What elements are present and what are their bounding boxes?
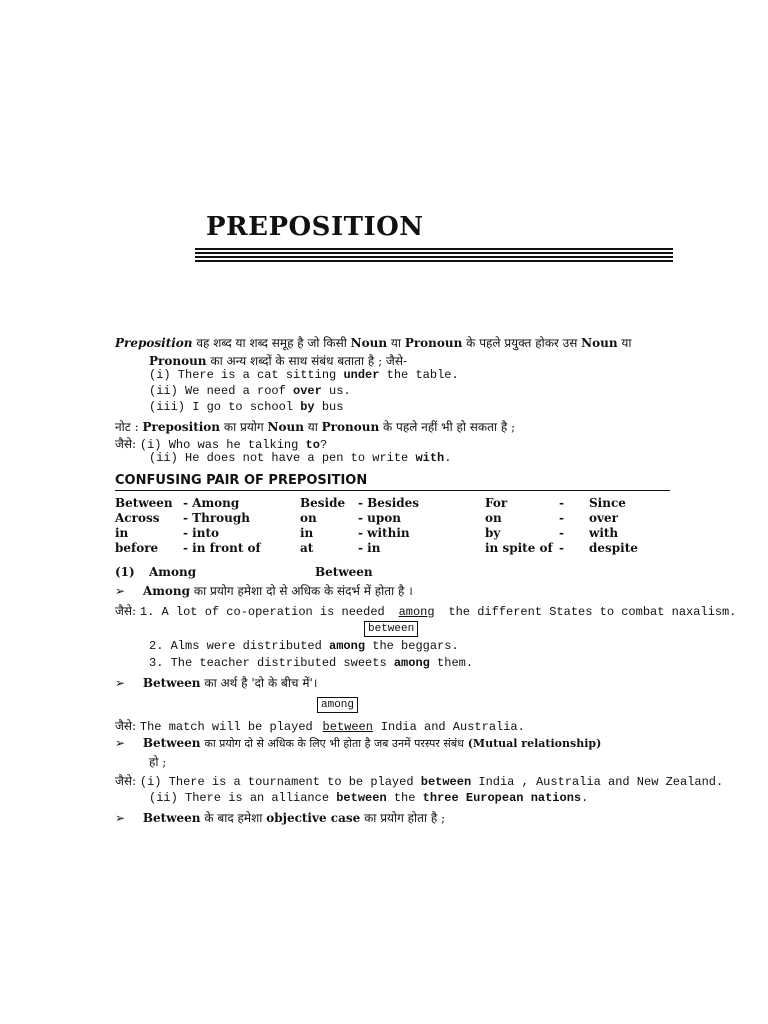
among-example-2: 2. Alms were distributed among the beggars. [149, 639, 459, 653]
mutual-example-1: जैसे: (i) There is a tournament to be played between India , Australia and New Zealand. [115, 774, 724, 789]
term-preposition: Preposition [115, 336, 193, 350]
term-noun: Noun [350, 336, 388, 350]
between-mutual-rule-cont: हो ; [149, 755, 167, 769]
hindi-text: या [621, 336, 632, 350]
between-rule: ➢ Between का अर्थ है 'दो के बीच में'। [115, 676, 318, 690]
correction-box: among [317, 696, 358, 713]
arrow-icon: ➢ [115, 736, 126, 750]
among-example-3: 3. The teacher distributed sweets among them. [149, 656, 474, 670]
section-heading: CONFUSING PAIR OF PREPOSITION [115, 473, 368, 488]
definition-line-2 [149, 352, 407, 369]
arrow-icon: ➢ [115, 584, 126, 598]
between-mutual-rule: ➢ Between का प्रयोग दो से अधिक के लिए भी होता है जब उनमें परस्पर संबंध (Mutual relationship) [115, 736, 602, 750]
example-line: (ii) We need a roof over us. [149, 384, 351, 398]
example-line: (iii) I go to school by bus [149, 400, 344, 414]
definition-line-1 [115, 334, 631, 351]
note-line: नोट : Preposition का प्रयोग Noun या Pronoun के पहले नहीं भी हो सकता है ; [115, 420, 516, 434]
term-noun: Noun [581, 336, 618, 350]
section-1-header: (1) Among Between [115, 565, 373, 579]
note-example-2: (ii) He does not have a pen to write with. [149, 451, 452, 465]
answer-blank: between [322, 720, 373, 734]
hindi-text: का अन्य शब्दों के साथ संबंध बताता है ; जैसे- [210, 354, 408, 368]
hindi-text: वह शब्द या शब्द समूह है जो किसी [196, 336, 347, 350]
term-preposition: Preposition [142, 420, 221, 434]
example-line: (i) There is a cat sitting under the table. [149, 368, 459, 382]
mutual-example-2: (ii) There is an alliance between the three European nations. [149, 791, 589, 805]
hindi-text: या [390, 336, 401, 350]
title-underline [195, 248, 673, 264]
arrow-icon: ➢ [115, 676, 126, 690]
hindi-text: के पहले प्रयुक्त होकर उस [466, 336, 578, 350]
page-title: PREPOSITION [206, 212, 424, 242]
answer-blank: among [398, 605, 435, 619]
heading-rule [115, 490, 670, 491]
objective-case-rule: ➢ Between के बाद हमेशा objective case का प्रयोग होता है ; [115, 811, 446, 825]
between-example: जैसे: The match will be played between India and Australia. [115, 719, 525, 734]
term-pronoun: Pronoun [404, 336, 463, 350]
arrow-icon: ➢ [115, 811, 126, 825]
among-example-1: जैसे: 1. A lot of co-operation is needed among the different States to combat naxalism. [115, 604, 737, 619]
note-label: नोट : [115, 420, 139, 434]
term-pronoun: Pronoun [149, 354, 207, 368]
among-rule: ➢ Among का प्रयोग हमेशा दो से अधिक के संदर्भ में होता है । [115, 584, 413, 598]
note-example-1: जैसे: (i) Who was he talking to? [115, 437, 328, 452]
correction-box: between [364, 620, 418, 637]
